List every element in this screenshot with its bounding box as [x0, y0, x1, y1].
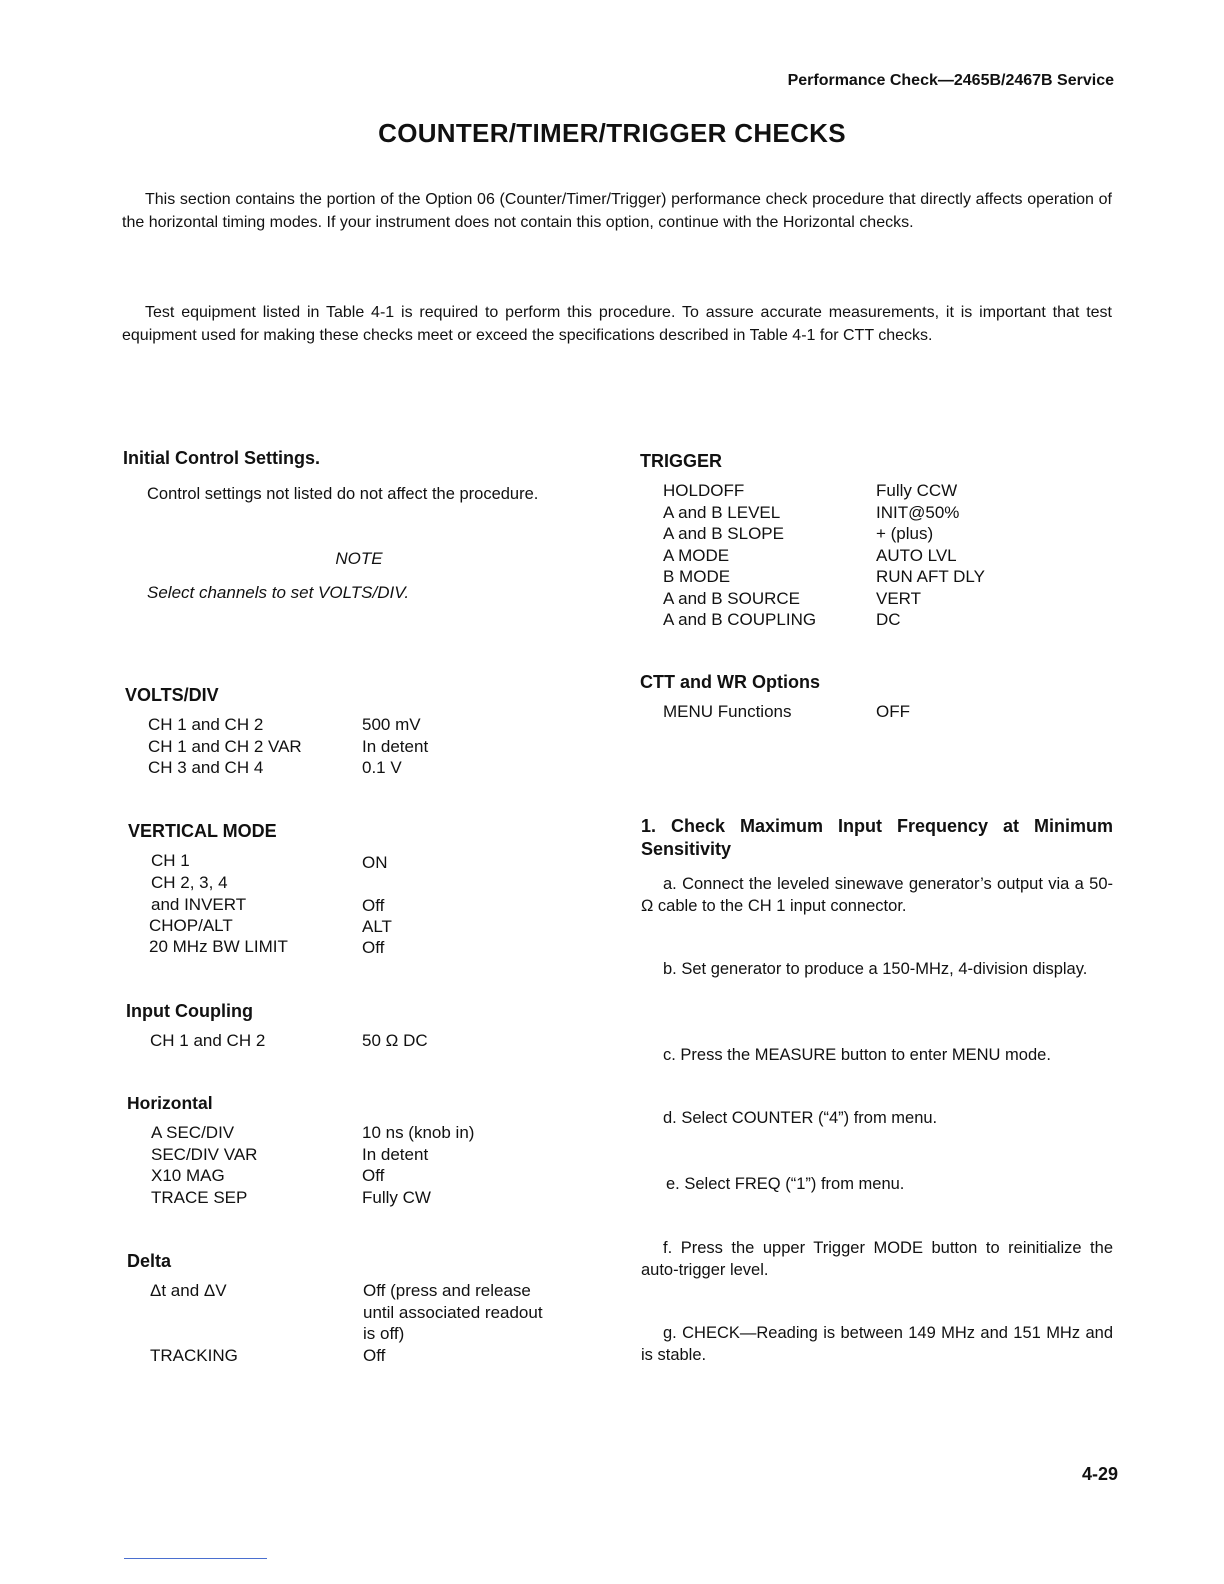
setting-row	[150, 1302, 543, 1324]
check-step: a. Connect the leveled sinewave generator’s output via a 50-Ω cable to the CH 1 input connector.	[641, 875, 1113, 915]
setting-value: Off	[362, 896, 385, 915]
horizontal-heading: Horizontal	[127, 1093, 213, 1113]
setting-label: CH 2, 3, 4	[151, 873, 228, 892]
setting-value: RUN AFT DLY	[876, 567, 985, 586]
ctt-wr-heading: CTT and WR Options	[640, 672, 820, 692]
setting-value: VERT	[876, 588, 922, 608]
setting-label: TRACKING	[150, 1345, 238, 1365]
setting-row	[148, 714, 428, 736]
setting-label: TRACE SEP	[151, 1187, 248, 1207]
delta-settings	[150, 1280, 543, 1366]
setting-row	[663, 588, 985, 610]
initial-settings-heading: Initial Control Settings.	[123, 448, 320, 468]
setting-label: A SEC/DIV	[151, 1123, 235, 1142]
setting-label: CH 3 and CH 4	[148, 758, 264, 777]
intro-paragraph-1: This section contains the portion of the Option 06 (Counter/Timer/Trigger) performance check procedure that directly affects operation of the horizontal timing modes. If your instrument does not contain this option, continue with the Horizontal checks.	[122, 191, 1112, 231]
setting-row	[151, 1144, 474, 1166]
setting-row	[663, 502, 985, 524]
setting-value: 50 Ω DC	[362, 1031, 428, 1050]
check-step: d. Select COUNTER (“4”) from menu.	[663, 1109, 938, 1127]
check-step: b. Set generator to produce a 150-MHz, 4-division display.	[663, 960, 1088, 978]
setting-label: CH 1 and CH 2	[148, 715, 264, 734]
setting-label	[150, 1323, 363, 1345]
setting-row	[150, 1345, 543, 1367]
check-step: c. Press the MEASURE button to enter MENU mode.	[663, 1046, 1051, 1064]
setting-value: + (plus)	[876, 524, 934, 543]
setting-value: In detent	[362, 1144, 429, 1164]
setting-value: ON	[362, 853, 388, 872]
setting-label: SEC/DIV VAR	[151, 1144, 258, 1164]
trigger-settings	[663, 480, 985, 631]
running-header: Performance Check—2465B/2467B Service	[787, 72, 1114, 89]
setting-row	[150, 1280, 543, 1302]
setting-row	[150, 1323, 543, 1345]
setting-label: A and B COUPLING	[663, 610, 817, 629]
setting-label: A and B SOURCE	[663, 588, 801, 608]
setting-label: CH 1 and CH 2 VAR	[148, 736, 302, 756]
setting-row	[151, 1165, 474, 1187]
trigger-heading: TRIGGER	[640, 451, 723, 471]
setting-value: ALT	[362, 917, 392, 936]
setting-value: Off (press and release	[363, 1281, 531, 1300]
page-number: 4-29	[1081, 1464, 1118, 1484]
check-step: e. Select FREQ (“1”) from menu.	[666, 1175, 905, 1193]
setting-label: Δt and ΔV	[150, 1281, 227, 1300]
setting-row	[148, 736, 428, 758]
setting-row	[663, 480, 985, 502]
setting-value: DC	[876, 610, 901, 629]
delta-heading: Delta	[127, 1251, 172, 1271]
setting-label: A and B LEVEL	[663, 502, 781, 522]
setting-value: Fully CCW	[876, 481, 958, 500]
setting-label: B MODE	[663, 567, 731, 586]
vertical-mode-heading: VERTICAL MODE	[128, 821, 277, 841]
setting-value: Off	[362, 1166, 385, 1185]
setting-value: INIT@50%	[876, 502, 960, 522]
setting-label: A and B SLOPE	[663, 524, 784, 543]
check-step: f. Press the upper Trigger MODE button to reinitialize the auto-trigger level.	[641, 1239, 1113, 1279]
setting-row	[663, 523, 985, 545]
page-title: COUNTER/TIMER/TRIGGER CHECKS	[378, 118, 846, 148]
setting-value: Off	[362, 938, 385, 957]
setting-row	[663, 609, 985, 631]
setting-row	[151, 1187, 474, 1209]
setting-label: 20 MHz BW LIMIT	[149, 937, 288, 956]
horizontal-settings	[151, 1122, 474, 1208]
setting-row	[663, 545, 985, 567]
setting-label: CHOP/ALT	[149, 916, 233, 935]
setting-label: and INVERT	[151, 895, 247, 914]
setting-row	[148, 757, 428, 779]
setting-row	[151, 1122, 474, 1144]
check-step: g. CHECK—Reading is between 149 MHz and 151 MHz and is stable.	[641, 1324, 1113, 1364]
setting-value: 0.1 V	[362, 758, 402, 777]
setting-label: X10 MAG	[151, 1166, 225, 1185]
volts-div-heading: VOLTS/DIV	[125, 685, 219, 705]
setting-label	[150, 1302, 363, 1324]
setting-label: A MODE	[663, 545, 730, 565]
volts-div-settings	[148, 714, 428, 779]
setting-row	[663, 566, 985, 588]
setting-value: OFF	[876, 702, 910, 721]
setting-label: CH 1 and CH 2	[150, 1031, 266, 1050]
setting-value: AUTO LVL	[876, 545, 957, 565]
check-1-heading: 1. Check Maximum Input Frequency at Minimum Sensitivity	[641, 816, 1113, 859]
setting-label: HOLDOFF	[663, 481, 745, 500]
setting-value: until associated readout	[363, 1302, 543, 1322]
input-coupling-heading: Input Coupling	[126, 1001, 253, 1021]
setting-value: 500 mV	[362, 715, 421, 734]
setting-value: 10 ns (knob in)	[362, 1123, 475, 1142]
initial-settings-text: Control settings not listed do not affect the procedure.	[147, 485, 539, 503]
setting-label: MENU Functions	[663, 702, 792, 721]
note-text: Select channels to set VOLTS/DIV.	[147, 583, 410, 602]
setting-value: Fully CW	[362, 1187, 431, 1207]
setting-label: CH 1	[151, 851, 190, 870]
setting-value: Off	[363, 1345, 386, 1365]
setting-value: is off)	[363, 1324, 405, 1343]
footer-rule	[124, 1558, 267, 1559]
setting-value: In detent	[362, 736, 429, 756]
note-label: NOTE	[335, 549, 383, 568]
intro-paragraph-2: Test equipment listed in Table 4-1 is required to perform this procedure. To assure accurate measurements, it is important that test equipment used for making these checks meet or exceed the specifications described in Table 4-1 for CTT checks.	[122, 304, 1112, 344]
